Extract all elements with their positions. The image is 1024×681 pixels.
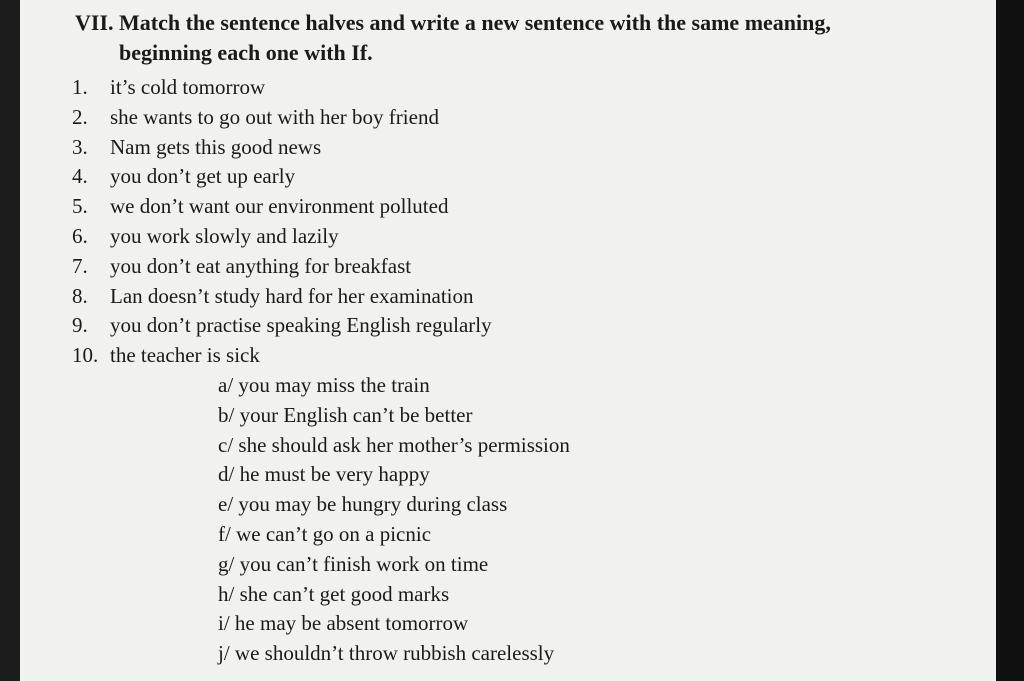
list-item: c/ she should ask her mother’s permission [218, 432, 570, 457]
list-item [72, 192, 492, 222]
item-text: you don’t get up early [110, 164, 296, 189]
list-item: j/ we shouldn’t throw rubbish carelessly [218, 641, 555, 666]
item-number: 6. [72, 223, 88, 248]
list-item: g/ you can’t finish work on time [218, 551, 489, 576]
list-item [72, 311, 492, 341]
list-item: i/ he may be absent tomorrow [218, 611, 469, 636]
list-item: b/ your English can’t be better [218, 402, 473, 427]
item-text: it’s cold tomorrow [110, 75, 266, 99]
item-text: Nam gets this good news [110, 134, 322, 159]
list-item [72, 222, 492, 252]
list-item [72, 341, 492, 371]
item-text: Lan doesn’t study hard for her examination [110, 283, 474, 308]
item-text: she wants to go out with her boy friend [110, 104, 439, 129]
list-item: d/ he must be very happy [218, 462, 430, 487]
item-text: we don’t want our environment polluted [110, 194, 449, 219]
second-halves-list [218, 371, 570, 669]
worksheet-page [20, 0, 996, 681]
list-item [72, 282, 492, 312]
list-item: f/ we can’t go on a picnic [218, 521, 432, 546]
item-text: you don’t eat anything for breakfast [110, 253, 412, 278]
list-item [72, 133, 492, 163]
item-number: 8. [72, 283, 88, 308]
list-item: e/ you may be hungry during class [218, 492, 508, 517]
item-number: 9. [72, 313, 88, 338]
list-item [72, 103, 492, 133]
list-item: h/ she can’t get good marks [218, 581, 450, 606]
exercise-title-line1: VII. Match the sentence halves and write a new sentence with the same meaning, [75, 10, 831, 35]
list-item [72, 162, 492, 192]
exercise-title-line2: beginning each one with If. [119, 40, 373, 65]
item-text: you work slowly and lazily [110, 223, 339, 248]
list-item [72, 73, 492, 103]
item-number: 2. [72, 104, 88, 129]
exercise-heading [75, 8, 975, 68]
item-number: 7. [72, 253, 88, 278]
item-text: the teacher is sick [110, 343, 260, 368]
item-number: 10. [72, 343, 99, 368]
list-item: a/ you may miss the train [218, 373, 430, 397]
page-edge-shadow [996, 0, 1024, 681]
list-item [72, 252, 492, 282]
first-halves-list [72, 73, 492, 371]
item-number: 5. [72, 194, 88, 219]
item-number: 3. [72, 134, 88, 159]
item-number: 1. [72, 75, 88, 99]
item-text: you don’t practise speaking English regularly [110, 313, 492, 338]
item-number: 4. [72, 164, 88, 189]
